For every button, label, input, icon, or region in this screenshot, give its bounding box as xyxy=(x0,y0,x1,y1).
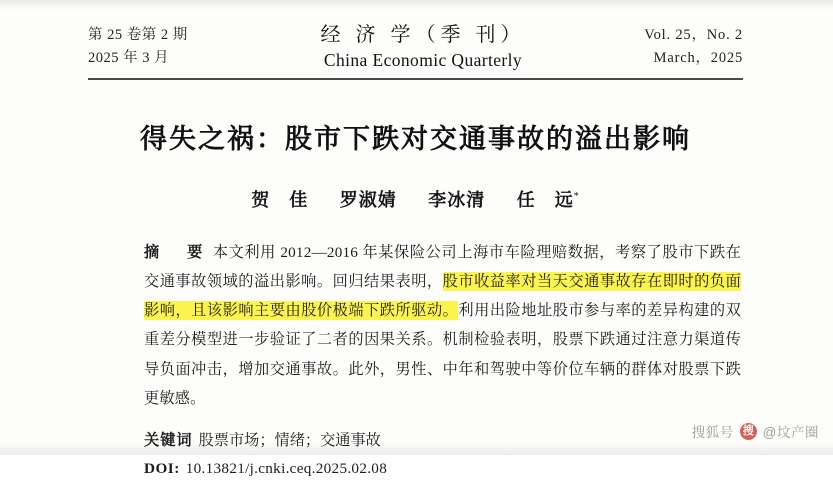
author-list xyxy=(88,186,743,212)
running-head xyxy=(88,22,743,80)
volume-issue-cn: 第 25 卷第 2 期 xyxy=(88,27,188,44)
abstract-block xyxy=(88,238,743,413)
sohu-logo-icon: 搜 xyxy=(740,423,757,440)
watermark xyxy=(692,421,819,441)
author-item xyxy=(428,186,485,212)
doi-row xyxy=(144,455,743,483)
keywords-label: 关键词 xyxy=(144,431,193,449)
watermark-platform: 搜狐号 xyxy=(691,425,734,440)
author-name: 贺 佳 xyxy=(251,189,309,210)
author-item xyxy=(340,186,397,212)
author-name: 李冰清 xyxy=(428,189,486,210)
abstract-part: 本文利用 2012—2016 年某保险公司上海市车险理赔数据，考察了股市下跌在交通事故领域的溢出影响。回归结果表明， xyxy=(144,243,742,290)
running-head-center xyxy=(263,22,583,72)
volume-issue-en: Vol. 25，No. 2 xyxy=(644,27,743,44)
abstract-text xyxy=(144,238,741,413)
running-head-right xyxy=(583,22,743,72)
author-name: 罗淑婧 xyxy=(339,189,397,210)
abstract-part: 利用出险地址股市参与率的差异构建的双重差分模型进一步验证了二者的因果关系。机制检验表明，股票下跌通过注意力渠道传导负面冲击，增加交通事故。此外，男性、中年和驾驶中等价位车辆的群体对股票下跌更敏感。 xyxy=(144,302,742,407)
page-edge-top xyxy=(0,0,833,10)
page-content xyxy=(88,22,743,483)
issue-date-cn: 2025 年 3 月 xyxy=(88,49,170,66)
issue-date-en: March，2025 xyxy=(653,49,743,66)
doi-label: DOI: xyxy=(144,460,180,477)
doi-value: 10.13821/j.cnki.ceq.2025.02.08 xyxy=(185,460,388,477)
author-item xyxy=(251,186,308,212)
article-title: 得失之祸：股市下跌对交通事故的溢出影响 xyxy=(140,123,691,154)
journal-title-en: China Economic Quarterly xyxy=(323,50,523,70)
author-footnote-mark: * xyxy=(573,190,580,202)
abstract-label: 摘 要 xyxy=(144,243,209,261)
journal-title-cn: 经 济 学（季 刊） xyxy=(320,24,526,46)
keywords-row xyxy=(144,427,743,455)
watermark-account: @坟产圈 xyxy=(762,425,819,440)
abstract-highlighted-part: 股市收益率对当天交通事故存在即时的负面影响，且该影响主要由股价极端下跌所驱动。 xyxy=(144,272,741,320)
running-head-left xyxy=(88,22,263,72)
author-name: 任 远 xyxy=(516,189,574,210)
author-item xyxy=(517,186,580,212)
keywords-value: 股票市场；情绪；交通事故 xyxy=(198,431,381,449)
